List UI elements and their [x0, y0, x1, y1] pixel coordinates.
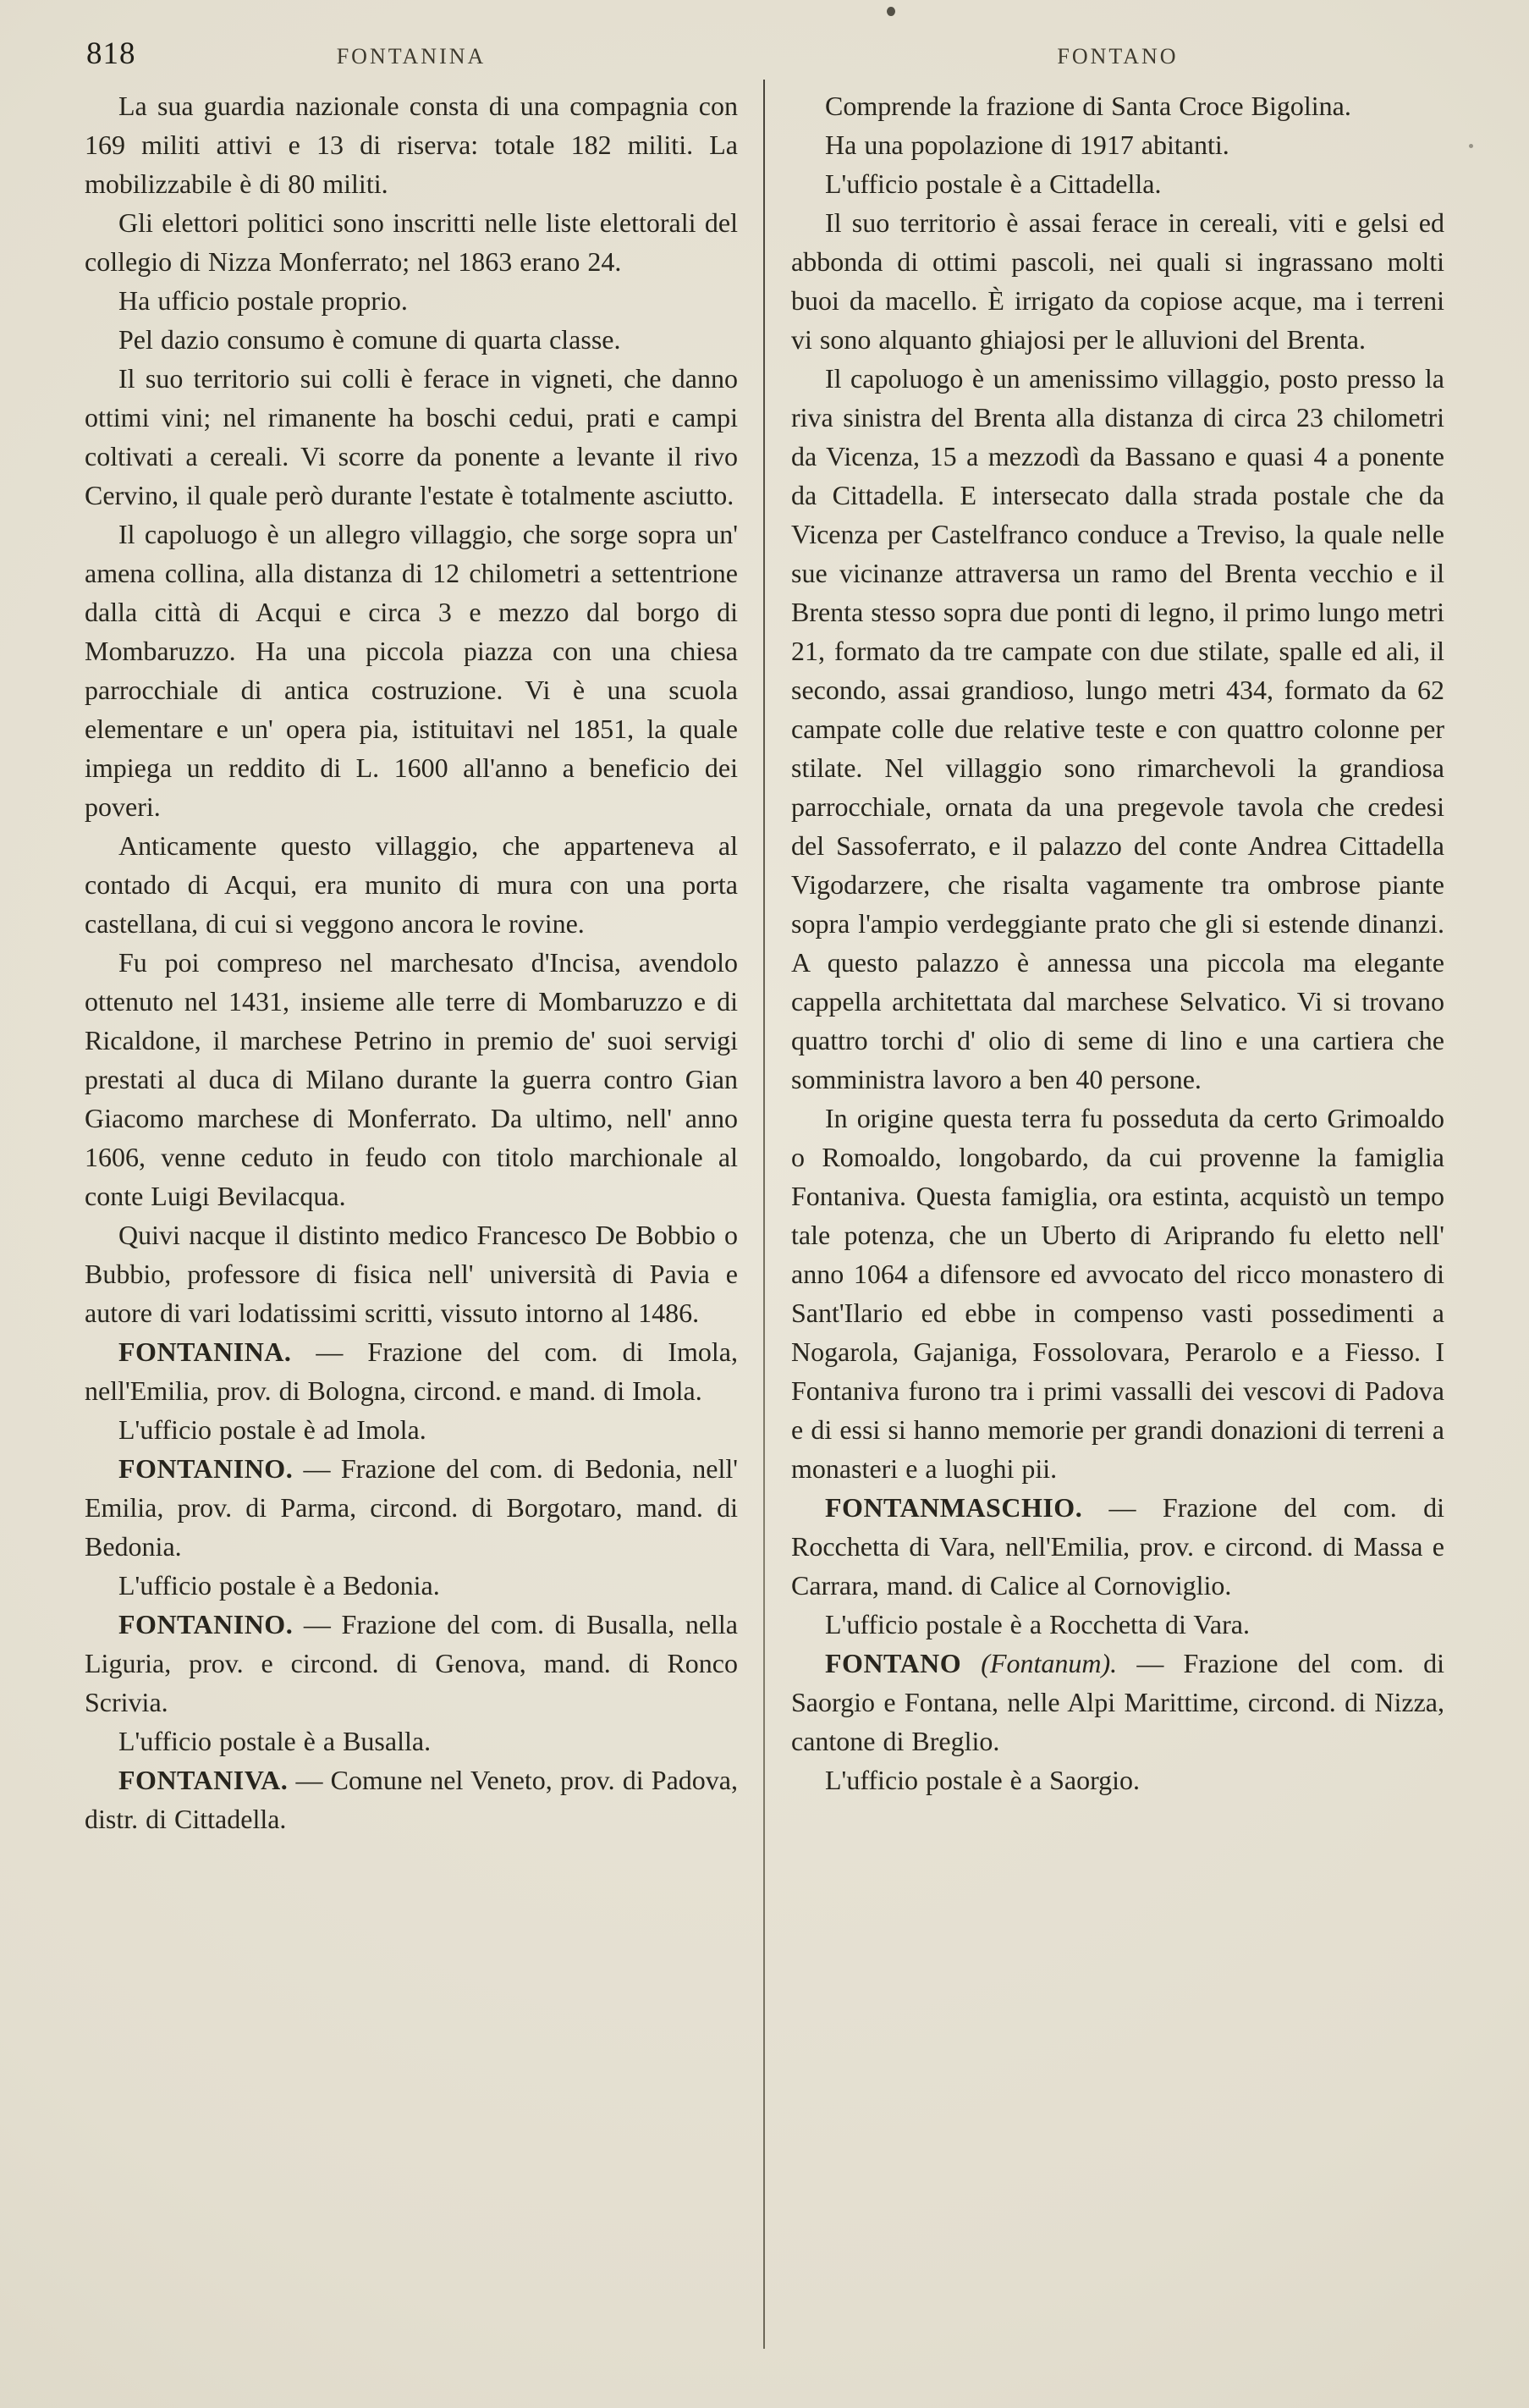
paragraph-text: L'ufficio postale è a Rocchetta di Vara.: [825, 1609, 1250, 1639]
entry-paragraph: [85, 1332, 738, 1410]
entry-name: FONTANIVA.: [118, 1765, 289, 1795]
paragraph-text: Gli elettori politici sono inscritti nelle liste elettorali del collegio di Nizza Monferrato; nel 1863 erano 24.: [85, 207, 738, 277]
paragraph: [791, 203, 1444, 359]
paragraph-text: La sua guardia nazionale consta di una compagnia con 169 militi attivi e 13 di riserva: totale 182 militi. La mobilizzabile è di 80 militi.: [85, 91, 738, 199]
paragraph: [85, 1215, 738, 1332]
paragraph-text: Anticamente questo villaggio, che apparteneva al contado di Acqui, era munito di mura con una porta castellana, di cui si veggono ancora le rovine.: [85, 830, 738, 939]
paragraph-text: Il capoluogo è un allegro villaggio, che sorge sopra un' amena collina, alla distanza di 12 chilometri a settentrione dalla città di Acqui e circa 3 e mezzo dal borgo di Mombaruzzo. Ha una piccola piazza con una chiesa parrocchiale di antica costruzione. Vi è una scuola elementare e un' opera pia, istituitavi nel 1851, la quale impiega un reddito di L. 1600 all'anno a beneficio dei poveri.: [85, 519, 738, 822]
paragraph-text: — Frazione del com. di Bedonia, nell' Emilia, prov. di Parma, circond. di Borgotaro, mand. di Bedonia.: [85, 1453, 739, 1562]
paragraph-text: L'ufficio postale è a Saorgio.: [825, 1765, 1141, 1795]
paragraph: [791, 359, 1444, 1099]
entry-name: FONTANINO.: [118, 1609, 294, 1639]
entry-paragraph: [791, 1488, 1444, 1605]
scan-speck: [887, 7, 895, 16]
paragraph-text: L'ufficio postale è ad Imola.: [118, 1414, 426, 1445]
paragraph: [85, 203, 738, 281]
entry-name: FONTANMASCHIO.: [825, 1492, 1083, 1523]
paragraph: [85, 86, 738, 203]
paragraph-text: Il suo territorio sui colli è ferace in vigneti, che danno ottimi vini; nel rimanente ha boschi cedui, prati e campi coltivati a cereali. Vi scorre da ponente a levante il rivo Cervino, il quale però durante l'estate è totalmente asciutto.: [85, 363, 738, 510]
paragraph-text: Comprende la frazione di Santa Croce Bigolina.: [825, 91, 1351, 121]
paragraph-text: — Frazione del com. di Rocchetta di Vara, nell'Emilia, prov. e circond. di Massa e Carrara, mand. di Calice al Cornoviglio.: [791, 1492, 1445, 1601]
paragraph-text: L'ufficio postale è a Cittadella.: [825, 168, 1162, 199]
paragraph: [791, 164, 1444, 203]
entry-paragraph: [85, 1449, 738, 1566]
paragraph-text: Il suo territorio è assai ferace in cereali, viti e gelsi ed abbonda di ottimi pascoli, nei quali si ingrassano molti buoi da macello. È irrigato da copiose acque, ma i terreni vi sono alquanto ghiajosi per le alluvioni del Brenta.: [791, 207, 1444, 355]
paragraph: [85, 1566, 738, 1605]
paragraph-text: Quivi nacque il distinto medico Francesco De Bobbio o Bubbio, professore di fisica nell' università di Pavia e autore di vari lodatissimi scritti, vissuto intorno al 1486.: [85, 1220, 738, 1328]
paragraph-text: In origine questa terra fu posseduta da certo Grimoaldo o Romoaldo, longobardo, da cui provenne la famiglia Fontaniva. Questa famiglia, ora estinta, acquistò un tempo tale potenza, che un Uberto di Ariprando fu eletto nell' anno 1064 a difensore ed avvocato del ricco monastero di Sant'Ilario ed ebbe in compenso vasti possedimenti a Nogarola, Gajaniga, Fossolovara, Perarolo e a Fiesso. I Fontaniva furono tra i primi vassalli dei vescovi di Padova e di essi si hanno memorie per grandi donazioni di terreni a monasteri e a luoghi pii.: [791, 1103, 1444, 1484]
scan-speck: [1469, 144, 1473, 148]
paragraph: [85, 281, 738, 320]
entry-name: FONTANO: [825, 1648, 962, 1678]
paragraph: [85, 359, 738, 515]
running-head-left: FONTANINA: [336, 44, 487, 69]
paragraph: [85, 1410, 738, 1449]
paragraph-text: — Frazione del com. di Busalla, nella Liguria, prov. e circond. di Genova, mand. di Ronco Scrivia.: [85, 1609, 739, 1717]
paragraph-text: Il capoluogo è un amenissimo villaggio, posto presso la riva sinistra del Brenta alla distanza di circa 23 chilometri da Vicenza, 15 a mezzodì da Bassano e quasi 4 a ponente da Cittadella. E intersecato dalla strada postale che da Vicenza per Castelfranco conduce a Treviso, la quale nelle sue vicinanze attraversa un ramo del Brenta vecchio e il Brenta stesso sopra due ponti di legno, il primo lungo metri 21, formato da tre campate con due stilate, spalle ed ali, il secondo, assai grandioso, lungo metri 434, formato da 62 campate colle due relative teste e con quattro colonne per stilate. Nel villaggio sono rimarchevoli la grandiosa parrocchiale, ornata da una pregevole tavola che credesi del Sassoferrato, e il palazzo del conte Andrea Cittadella Vigodarzere, che risalta vagamente tra ombrose piante sopra l'ampio verdeggiante prato che gli si estende dinanzi. A questo palazzo è annessa una piccola ma elegante cappella architettata dal marchese Selvatico. Vi si trovano quattro torchi d' olio di seme di lino e una cartiera che somministra lavoro a ben 40 persone.: [791, 363, 1444, 1094]
paragraph-text: Ha una popolazione di 1917 abitanti.: [825, 129, 1229, 160]
left-column: [85, 86, 738, 2378]
paragraph-text: — Comune nel Veneto, prov. di Padova, distr. di Cittadella.: [85, 1765, 739, 1834]
paragraph: [85, 1722, 738, 1761]
paragraph: [85, 320, 738, 359]
paragraph-text: — Frazione del com. di Saorgio e Fontana, nelle Alpi Marittime, circond. di Nizza, cantone di Breglio.: [791, 1648, 1445, 1756]
paragraph-text: Pel dazio consumo è comune di quarta classe.: [118, 324, 621, 355]
paragraph: [791, 1099, 1444, 1488]
paragraph: [85, 826, 738, 943]
paragraph-text: — Frazione del com. di Imola, nell'Emilia, prov. di Bologna, circond. e mand. di Imola.: [85, 1336, 739, 1406]
paragraph: [791, 86, 1444, 125]
paragraph-text: L'ufficio postale è a Bedonia.: [118, 1570, 440, 1601]
page-number: 818: [86, 36, 136, 71]
entry-paragraph: [85, 1761, 738, 1838]
paragraph: [85, 515, 738, 826]
entry-name: FONTANINA.: [118, 1336, 292, 1367]
entry-paragraph: [85, 1605, 738, 1722]
paragraph-text: Fu poi compreso nel marchesato d'Incisa, avendolo ottenuto nel 1431, insieme alle terre di Mombaruzzo e di Ricaldone, il marchese Petrino in premio de' suoi servigi prestati al duca di Milano durante la guerra contro Gian Giacomo marchese di Monferrato. Da ultimo, nell' anno 1606, venne ceduto in feudo con titolo marchionale al conte Luigi Bevilacqua.: [85, 947, 738, 1211]
paragraph: [791, 125, 1444, 164]
paragraph: [791, 1761, 1444, 1799]
paragraph: [791, 1605, 1444, 1644]
running-head-right: FONTANO: [1057, 44, 1179, 69]
entry-paragraph: [791, 1644, 1444, 1761]
text-block: [85, 86, 1444, 2378]
entry-latin-name: (Fontanum).: [981, 1648, 1118, 1678]
paragraph-text: L'ufficio postale è a Busalla.: [118, 1726, 432, 1756]
paragraph-text: Ha ufficio postale proprio.: [118, 285, 408, 316]
entry-name: FONTANINO.: [118, 1453, 294, 1484]
right-column: [791, 86, 1444, 2378]
paragraph: [85, 943, 738, 1215]
